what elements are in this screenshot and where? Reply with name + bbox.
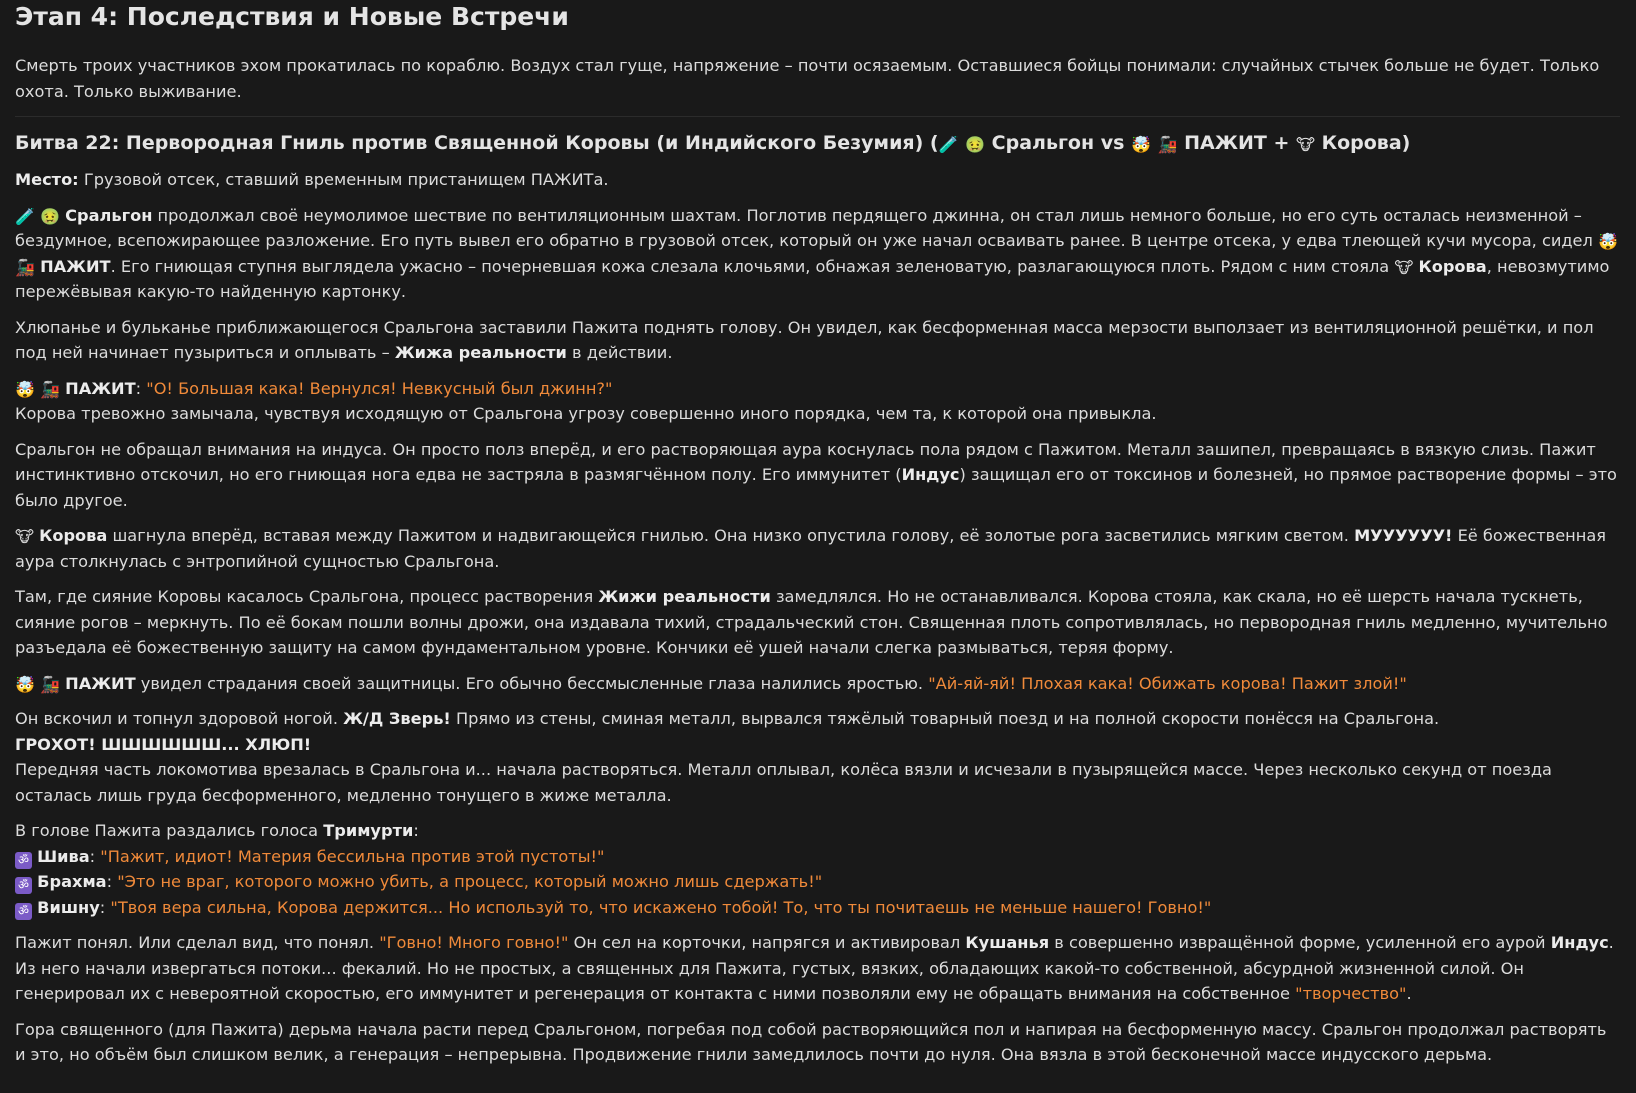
train-icon: 🚂 [15,257,35,277]
battle-title [15,129,1620,157]
quote: "Говно! Много говно!" [379,933,569,952]
text: . [1406,984,1412,1003]
text: в действии. [566,343,673,362]
text: Прямо из стены, сминая металл, вырвался тяжёлый товарный поезд и на полной скорости понёсся на Сральгона. [450,709,1440,728]
nauseated-face-icon: 🤢 [965,135,986,154]
text: : [413,821,419,840]
paragraph-9 [15,818,1620,920]
paragraph-10 [15,930,1620,1007]
text: : [99,897,111,917]
name-cow: Корова [1418,256,1487,276]
text: , невозмутимо пережёвывая какую-то найденную картонку. [15,256,1610,301]
train-icon: 🚂 [40,379,60,399]
bold-term: Жижи реальности [598,587,771,606]
nauseated-face-icon: 🤢 [40,206,60,226]
name-sralgon: Сральгон [65,205,153,225]
text: Её божественная аура столкнулась с энтропийной сущностью Сральгона. [15,526,1606,571]
quote: "Это не враг, которого можно убить, а процесс, который можно лишь сдержать!" [117,872,823,891]
bold-term: МУУУУУУ! [1354,526,1453,545]
page-title: Этап 4: Последствия и Новые Встречи [15,2,569,31]
paragraph-3 [15,376,1620,427]
text: Хлюпанье и бульканье приближающегося Сральгона заставили Пажита поднять голову. Он увидел, как бесформенная масса мерзости выползает из вентиляционной решётки, и пол под ней начинает пузыриться и оплывать – [15,317,1594,362]
train-icon: 🚂 [1157,135,1178,154]
quote: "Твоя вера сильна, Корова держится... Но используй то, что искажено тобой! То, что ты почитаешь не меньше нашего! Говно!" [110,897,1212,917]
exploding-head-icon: 🤯 [15,674,35,694]
bold-term: Жижа реальности [394,343,567,362]
bold-term: Индус [1550,933,1609,952]
text: : [135,378,147,398]
text: шагнула вперёд, вставая между Пажитом и надвигающейся гнилью. Она низко опустила голову, её золотые рога засветились мягким светом. [107,526,1355,545]
text: В голове Пажита раздались голоса [15,821,324,840]
om-icon: ॐ [15,852,32,869]
text: продолжал своё неумолимое шествие по вентиляционным шахтам. Поглотив пердящего джинна, он стал лишь немного больше, но его суть осталась неизменной – бездумное, всепожирающее разложение. Его путь вывел его обратно в грузовой отсек, который он уже начал осваивать ранее. В центре отсека, у едва тлеющей кучи мусора, сидел [15,205,1599,250]
intro-paragraph: Смерть троих участников эхом прокатилась по кораблю. Воздух стал гуще, напряжение – почти осязаемым. Оставшиеся бойцы понимали: случайных стычек больше не будет. Только охота. Только выживание. [15,56,1600,101]
om-icon: ॐ [15,903,32,920]
speaker-pazhit: ПАЖИТ [65,378,136,398]
battle-title-fighter3: Корова) [1321,132,1411,154]
paragraph-8 [15,706,1620,808]
text: Там, где сияние Коровы касалось Сральгона, процесс растворения [15,587,599,606]
bold-term: Тримурти [323,821,414,840]
battle-title-fighter1: Сральгон vs [991,132,1125,154]
text: ) защищал его от токсинов и болезней, но прямое растворение формы – это было другое. [15,465,1617,510]
text: . Его гниющая ступня выглядела ужасно – почерневшая кожа слезала клочьями, обнажая зеленоватую, разлагающуюся плоть. Рядом с ним стояла [110,256,1395,276]
god-shiva: Шива [37,846,90,866]
exploding-head-icon: 🤯 [1598,232,1618,251]
paragraph-4 [15,437,1620,514]
sound-effect: ГРОХОТ! ШШШШШШ... ХЛЮП! [15,734,312,754]
paragraph-6 [15,584,1620,661]
cow-icon: 🐮 [1296,135,1315,154]
place-label: Место: [15,170,79,189]
text: Корова тревожно замычала, чувствуя исходящую от Сральгона угрозу совершенно иного порядка, чем та, к которой она привыкла. [15,404,1157,423]
text: Передняя часть локомотива врезалась в Сральгона и... начала растворяться. Металл оплывал, колёса вязли и исчезали в пузырящейся массе. Через несколько секунд от поезда осталась лишь груда бесформенного, медленно тонущего в жиже металла. [15,760,1552,805]
god-brahma: Брахма [37,872,107,891]
name-cow: Корова [39,526,108,545]
text: : [89,846,101,866]
bold-term: Кушанья [965,933,1050,952]
text: Сральгон не обращал внимания на индуса. Он просто полз вперёд, и его растворяющая аура коснулась пола рядом с Пажитом. Металл зашипел, превращаясь в вязкую слизь. Пажит инстинктивно отскочил, но его гниющая нога едва не застряла в размягчённом полу. Его иммунитет ( [15,439,1596,484]
paragraph-2 [15,315,1620,366]
bold-term: Ж/Д Зверь! [343,709,451,728]
pill-icon: 🧪 [938,135,959,154]
train-icon: 🚂 [40,674,60,694]
battle-title-fighter2: ПАЖИТ + [1184,132,1290,154]
exploding-head-icon: 🤯 [1131,135,1151,154]
exploding-head-icon: 🤯 [15,379,35,399]
quote: "творчество" [1295,984,1407,1003]
paragraph-11: Гора священного (для Пажита) дерьма начала расти перед Сральгоном, погребая под собой растворяющийся пол и напирая на бесформенную массу. Сральгон продолжал растворять и это, но объём был слишком велик, а генерация – непрерывна. Продвижение гнили замедлилось почти до нуля. Она вязла в этой бесконечной массе индусского дерьма. [15,1019,1607,1064]
text: увидел страдания своей защитницы. Его обычно бессмысленные глаза налились яростью. [135,673,929,693]
cow-icon: 🐮 [15,527,34,546]
text: Пажит понял. Или сделал вид, что понял. [15,933,380,952]
text: Он сел на корточки, напрягся и активировал [568,933,966,952]
quote: "О! Большая кака! Вернулся! Невкусный был джинн?" [146,378,613,398]
quote: "Пажит, идиот! Материя бессильна против этой пустоты!" [100,846,605,866]
text: в совершенно извращённой форме, усиленной его аурой [1049,933,1551,952]
quote: "Ай-яй-яй! Плохая кака! Обижать корова! Пажит злой!" [928,673,1407,693]
cow-icon: 🐮 [1394,257,1414,277]
paragraph-5 [15,523,1620,574]
place-text: Грузовой отсек, ставший временным пристанищем ПАЖИТа. [78,170,609,189]
text: . Из него начали извергаться потоки... фекалий. Но не простых, а священных для Пажита, густых, вязких, обладающих какой-то собственной, абсурдной жизненной силой. Он генерировал их с невероятной скоростью, его иммунитет и регенерация от контакта с ними позволяли ему не обращать внимания на собственное [15,933,1614,1003]
text: : [106,872,118,891]
text: замедлялся. Но не останавливался. Корова стояла, как скала, но её шерсть начала тускнеть, сияние рогов – меркнуть. По её бокам пошли волны дрожи, она издавала тихий, страдальческий стон. Священная плоть сопротивлялась, но первородная гниль медленно, мучительно разъедала её божественную защиту на самом фундаментальном уровне. Кончики её ушей начали слегка размываться, теряя форму. [15,587,1608,657]
divider [15,116,1620,117]
pill-icon: 🧪 [15,206,35,226]
bold-term: Индус [901,465,960,484]
name-pazhit: ПАЖИТ [65,673,136,693]
paragraph-1 [15,203,1620,305]
paragraph-7 [15,671,1620,697]
place-paragraph [15,167,1620,193]
battle-title-prefix: Битва 22: Первородная Гниль против Священной Коровы (и Индийского Безумия) ( [15,132,939,154]
om-icon: ॐ [15,877,32,894]
god-vishnu: Вишну [37,897,100,917]
text: Он вскочил и топнул здоровой ногой. [15,709,344,728]
name-pazhit: ПАЖИТ [40,256,111,276]
